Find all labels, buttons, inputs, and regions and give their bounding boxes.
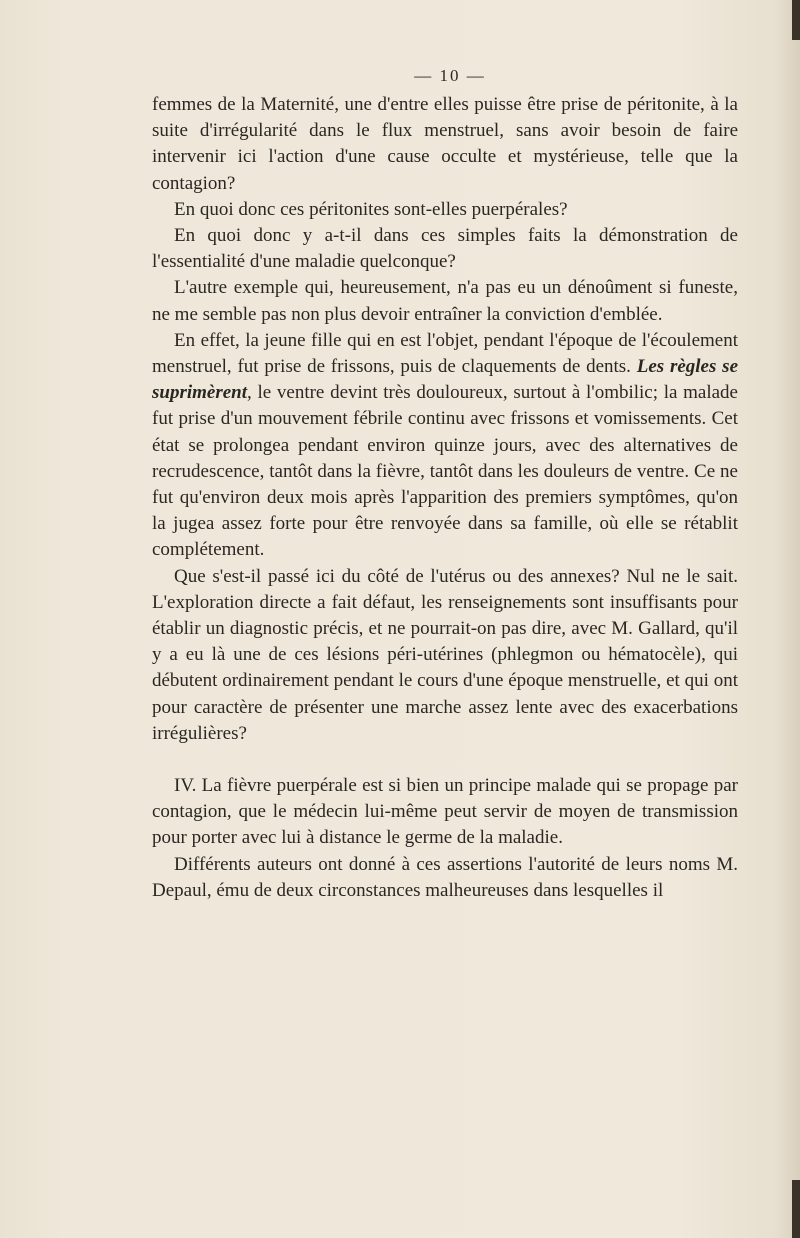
paragraph-5 (152, 328, 738, 564)
paragraph-7: IV. La fièvre puerpérale est si bien un principe malade qui se propage par contagion, que le médecin lui-même peut servir de moyen de transmission pour porter avec lui à distance le germe de la maladie. (152, 775, 738, 849)
paragraph-3: En quoi donc y a-t-il dans ces simples faits la démonstration de l'essentialité d'une maladie quelconque? (152, 225, 738, 273)
paragraph-6: Que s'est-il passé ici du côté de l'utérus ou des annexes? Nul ne le sait. L'exploration directe a fait défaut, les renseignements sont insuffisants pour établir un diagnostic précis, et ne pourrait-on pas dire, avec M. Gallard, qu'il y a eu là une de ces lésions péri-utérines (phlegmon ou hématocèle), qui débutent ordinairement pendant le cours d'une époque menstruelle, et qui ont pour caractère de présenter une marche assez lente avec des exacerbations irrégulières? (152, 565, 738, 744)
paragraph-1: femmes de la Maternité, une d'entre elles puisse être prise de péritonite, à la suite d'irrégularité dans le flux menstruel, sans avoir besoin de faire intervenir ici l'action d'une cause occulte et mystérieuse, telle que la contagion? (152, 94, 738, 194)
paragraph-8: Différents auteurs ont donné à ces assertions l'autorité de leurs noms M. Depaul, ému de deux circonstances malheureuses dans lesquelles il (152, 853, 738, 901)
page-edge-mark-top (792, 0, 800, 40)
paragraph-5-start: En effet, la jeune fille qui en est l'objet, pendant l'époque de l'écoulement menstruel, fut prise de frissons, puis de claquements de dents. (152, 329, 738, 378)
paragraph-2: En quoi donc ces péritonites sont-elles puerpérales? (174, 198, 568, 220)
paragraph-4: L'autre exemple qui, heureusement, n'a pas eu un dénoûment si funeste, ne me semble pas non plus devoir entraîner la conviction d'emblée. (152, 277, 738, 325)
page-number: — 10 — (414, 66, 486, 85)
body-text (152, 92, 738, 904)
paragraph-5-italic: Les règles se suprimèrent (152, 356, 738, 404)
page-edge-mark-bottom (792, 1180, 800, 1238)
paragraph-5-end: , le ventre devint très douloureux, surtout à l'ombilic; la malade fut prise d'un mouvement fébrile continu avec frissons et vomissements. Cet état se prolongea pendant environ quinze jours, avec des alternatives de recrudescence, tantôt dans la fièvre, tantôt dans les douleurs de ventre. Ce ne fut qu'environ deux mois après l'apparition des premiers symptômes, qu'on la jugea assez forte pour être renvoyée dans sa famille, où elle se rétablit complétement. (152, 382, 738, 561)
